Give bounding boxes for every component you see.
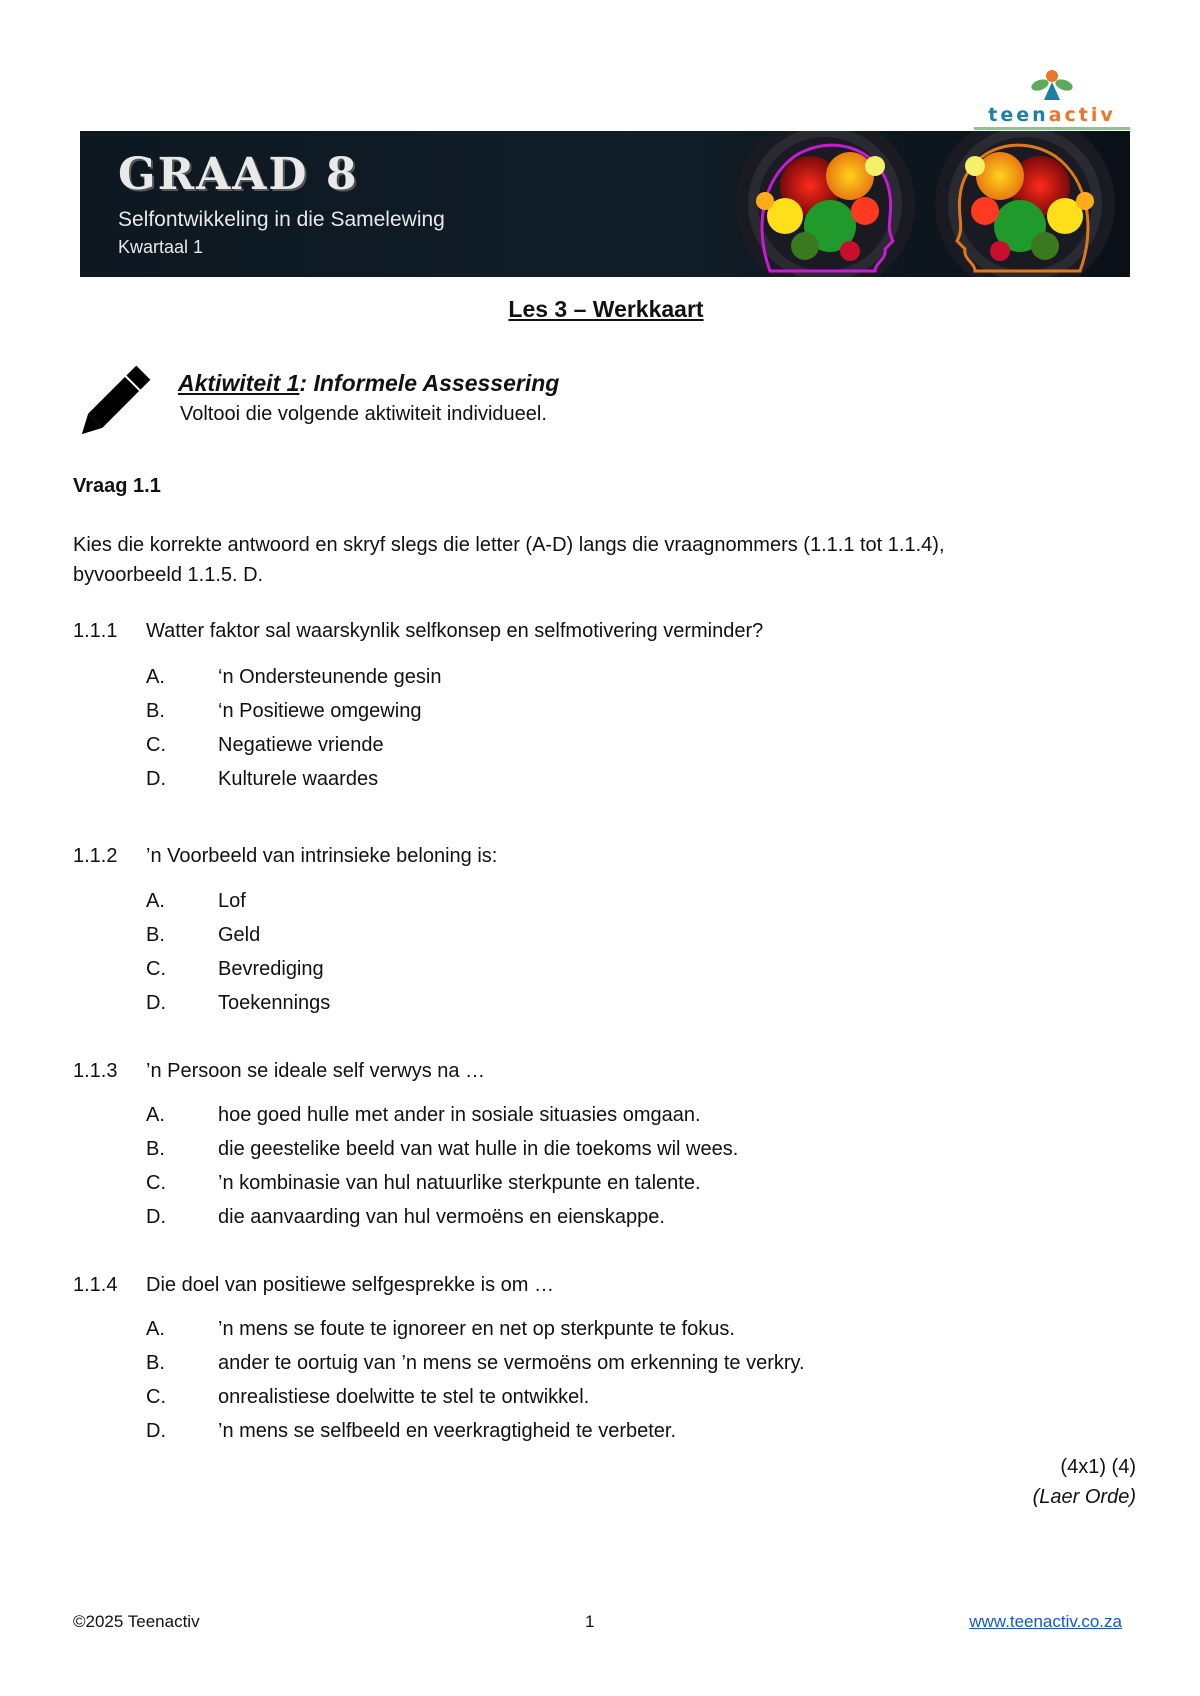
logo-text-accent: activ (1048, 104, 1116, 126)
option-text: Bevrediging (218, 958, 324, 980)
question-text: ’n Voorbeeld van intrinsieke beloning is: (146, 845, 498, 867)
option-letter: B. (146, 1352, 165, 1374)
option-letter: D. (146, 1206, 166, 1228)
logo-text-main: teen (988, 104, 1049, 126)
option-letter: A. (146, 1104, 165, 1126)
option-text: Negatiewe vriende (218, 734, 384, 756)
page-number: 1 (585, 1612, 595, 1631)
option-text: ’n mens se selfbeeld en veerkragtigheid te verbeter. (218, 1420, 677, 1442)
question-heading: Vraag 1.1 (73, 475, 161, 497)
option-letter: C. (146, 1172, 166, 1194)
subject-name: Selfontwikkeling in die Samelewing (118, 208, 445, 231)
option-letter: C. (146, 1386, 166, 1408)
option-letter: D. (146, 768, 166, 790)
quarter-label: Kwartaal 1 (118, 237, 204, 257)
option-text: ’n kombinasie van hul natuurlike sterkpunte en talente. (218, 1172, 701, 1194)
pencil-icon (80, 356, 160, 436)
option-letter: A. (146, 1318, 165, 1340)
teenactiv-logo (968, 68, 1136, 132)
option-letter: A. (146, 890, 165, 912)
question-number: 1.1.3 (73, 1060, 118, 1082)
course-banner (80, 131, 1130, 277)
question-number: 1.1.2 (73, 845, 118, 867)
option-letter: C. (146, 958, 166, 980)
option-text: Toekennings (218, 992, 331, 1014)
question-number: 1.1.4 (73, 1274, 118, 1296)
instruction-line: byvoorbeeld 1.1.5. D. (73, 564, 264, 586)
option-text: hoe goed hulle met ander in sosiale situasies omgaan. (218, 1104, 701, 1126)
question-text: Watter faktor sal waarskynlik selfkonsep en selfmotivering verminder? (146, 620, 764, 642)
question-number: 1.1.1 (73, 620, 118, 642)
flower-person-icon (968, 68, 1136, 104)
instructions (73, 530, 1133, 590)
option-letter: B. (146, 1138, 165, 1160)
page-title: Les 3 – Werkkaart (508, 296, 704, 322)
option-text: ‘n Positiewe omgewing (218, 700, 422, 722)
option-text: ‘n Ondersteunende gesin (218, 666, 442, 688)
option-letter: D. (146, 1420, 166, 1442)
activity-label: Aktiwiteit 1 (178, 370, 300, 396)
option-text: Geld (218, 924, 261, 946)
option-letter: D. (146, 992, 166, 1014)
option-text: ’n mens se foute te ignoreer en net op sterkpunte te fokus. (218, 1318, 735, 1340)
option-letter: C. (146, 734, 166, 756)
option-text: onrealistiese doelwitte te stel te ontwikkel. (218, 1386, 590, 1408)
marks-allocation: (4x1) (4) (1060, 1456, 1136, 1478)
option-text: Kulturele waardes (218, 768, 379, 790)
option-letter: B. (146, 924, 165, 946)
activity-title (178, 370, 559, 397)
option-text: die geestelike beeld van wat hulle in die toekoms wil wees. (218, 1138, 739, 1160)
option-text: Lof (218, 890, 246, 912)
option-text: die aanvaarding van hul vermoëns en eienskappe. (218, 1206, 665, 1228)
question-text: Die doel van positiewe selfgesprekke is om … (146, 1274, 554, 1296)
option-text: ander te oortuig van ’n mens se vermoëns om erkenning te verkry. (218, 1352, 805, 1374)
instruction-line: Kies die korrekte antwoord en skryf slegs die letter (A-D) langs die vraagnommers (1.1.1 tot 1.1.4), (73, 534, 945, 556)
option-letter: A. (146, 666, 165, 688)
activity-title-rest: : Informele Assessering (299, 370, 560, 396)
website-link[interactable]: www.teenactiv.co.za (969, 1612, 1122, 1631)
cognitive-order: (Laer Orde) (1032, 1486, 1136, 1508)
logo-tagline (974, 127, 1130, 130)
colorful-heads-illustration (725, 131, 1130, 277)
grade-title: GRAAD 8 (118, 149, 359, 200)
footer-copyright: ©2025 Teenactiv (73, 1612, 200, 1631)
question-text: ’n Persoon se ideale self verwys na … (146, 1060, 486, 1082)
option-letter: B. (146, 700, 165, 722)
activity-subtitle: Voltooi die volgende aktiwiteit individueel. (180, 403, 547, 425)
